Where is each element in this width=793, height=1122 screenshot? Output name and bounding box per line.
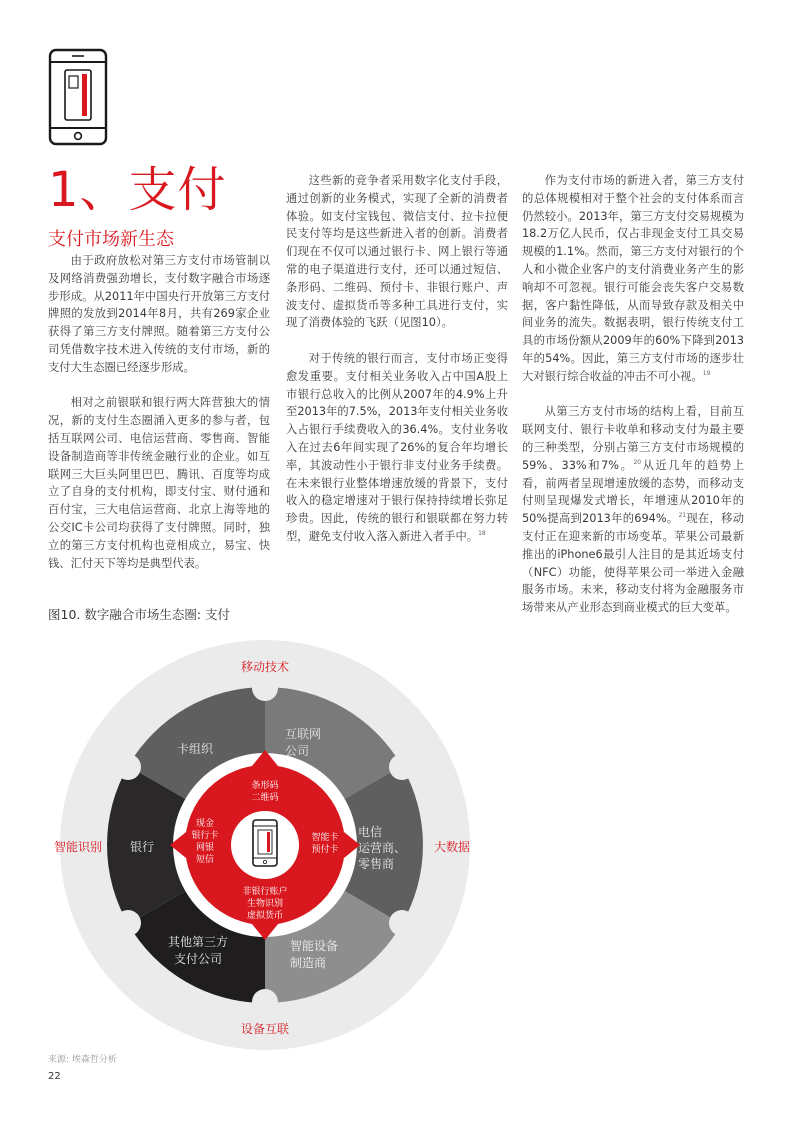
footnote-ref: 21 [678, 512, 687, 520]
section-subtitle: 支付市场新生态 [48, 229, 174, 250]
center-circle [231, 811, 299, 879]
label-card-org: 卡组织 [176, 742, 213, 756]
label-center-left: 现金 银行卡 网银 短信 [191, 819, 219, 865]
text-column-1 [48, 252, 270, 590]
label-center-right: 智能卡 预付卡 [311, 833, 339, 855]
figure-source: 来源: 埃森哲分析 [48, 1055, 117, 1065]
label-center-bottom: 非银行账户 生物识别 虚拟货币 [242, 887, 288, 921]
label-bank: 银行 [129, 840, 154, 854]
label-telecom: 电信 运营商、 零售商 [358, 825, 407, 871]
text-column-2 [286, 172, 508, 564]
paragraph: 对于传统的银行而言，支付市场正变得愈发重要。支付相关业务收入占中国A股上市银行总收入的比例从2007年的4.9%上升至2013年的7.5%，2013年支付相关业务收入占银行手续费收入的36.4%。支付业务收入在过去6年间实现了26%的复合年均增长率，其波动性小于银行非支付业务手续费。在未来银行业整体增速放缓的背景下，支付收入的稳定增速对于银行保持持续增长弥足珍贵。因此，传统的银行和银联都在努力转型，避免支付收入落入新进入者手中。$^{18}$ [286, 351, 508, 543]
ecosystem-diagram [40, 630, 490, 1050]
label-smart-recognition: 智能识别 [53, 840, 102, 854]
page-number: 22 [48, 1071, 61, 1082]
mobile-phone-card-icon [48, 48, 110, 148]
label-other-third-party: 其他第三方 支付公司 [167, 935, 228, 966]
label-center-top: 条形码 二维码 [251, 781, 279, 803]
paragraph: 这些新的竞争者采用数字化支付手段，通过创新的业务模式，实现了全新的消费者体验。如支付宝钱包、微信支付、拉卡拉便民支付等均是这些新进入者的创新。消费者们现在不仅可以通过银行卡、网上银行等通常的电子渠道进行支付，还可以通过短信、条形码、二维码、预付卡、非银行账户、声波支付、虚拟货币等多种工具进行支付，实现了消费体验的飞跃（见图10）。 [286, 174, 508, 330]
label-mobile-tech: 移动技术 [240, 660, 289, 674]
paragraph: 作为支付市场的新进入者，第三方支付的总体规模相对于整个社会的支付体系而言仍然较小。2013年，第三方支付交易规模为18.2万亿人民币，仅占非现金支付工具交易规模的1.1%。然而，第三方支付对银行的个人和小微企业客户的支付消费业务产生的影响却不可忽视。银行可能会丧失客户交易数据，客户黏性降低，从而导致存款及相关中间业务的流失。数据表明，银行传统支付工具的市场份额从2009年的60%下降到2013年的54%。因此，第三方支付市场的逐步壮大对银行综合收益的冲击不可小视。$^{19}$ [522, 174, 744, 383]
figure-caption: 图10. 数字融合市场生态圈: 支付 [48, 607, 231, 622]
label-big-data: 大数据 [433, 840, 470, 854]
label-internet: 互联网 公司 [285, 727, 322, 758]
text-column-3 [522, 172, 744, 635]
label-smart-device: 智能设备 制造商 [290, 939, 339, 970]
paragraph: 从第三方支付市场的结构上看，目前互联网支付、银行卡收单和移动支付为最主要的三种类型，分别占第三方支付市场规模的59%、33%和7%。$^{20}$从近几年的趋势上看，前两者呈现增速放缓的态势，而移动支付则呈现爆发式增长，年增速从2010年的50%提高到2013年的694%。$^{21}$现在，移动支付正在迎来新的市场变革。苹果公司最新推出的iPhone6最引人注目的是其近场支付（NFC）功能，使得苹果公司一举进入金融服务市场。未来，移动支付将为金融服务市场带来从产业形态到商业模式的巨大变革。 [522, 405, 744, 615]
paragraph: 由于政府放松对第三方支付市场管制以及网络消费强劲增长，支付数字融合市场逐步形成。从2011年中国央行开放第三方支付牌照的发放到2014年8月，共有269家企业获得了第三方支付牌照。随着第三方支付公司凭借数字技术进入传统的支付市场，新的支付大生态圈已经逐步形成。 [48, 254, 270, 374]
footnote-ref: 19 [702, 370, 711, 377]
footnote-ref: 20 [633, 458, 642, 466]
footnote-ref: 18 [478, 530, 486, 538]
label-device-interconnect: 设备互联 [240, 1022, 289, 1036]
page-title: 1、支付 [48, 162, 227, 218]
paragraph: 相对之前银联和银行两大阵营独大的情况，新的支付生态圈涌入更多的参与者，包括互联网公司、电信运营商、零售商、智能设备制造商等非传统金融行业的企业。如互联网三大巨头阿里巴巴、腾讯、百度等均成立了自身的支付机构，即支付宝、财付通和百付宝，三大电信运营商、北京上海等地的公交IC卡公司均获得了支付牌照。同时，独立的第三方支付机构也竞相成立，易宝、快钱、汇付天下等均是典型代表。 [48, 396, 270, 570]
